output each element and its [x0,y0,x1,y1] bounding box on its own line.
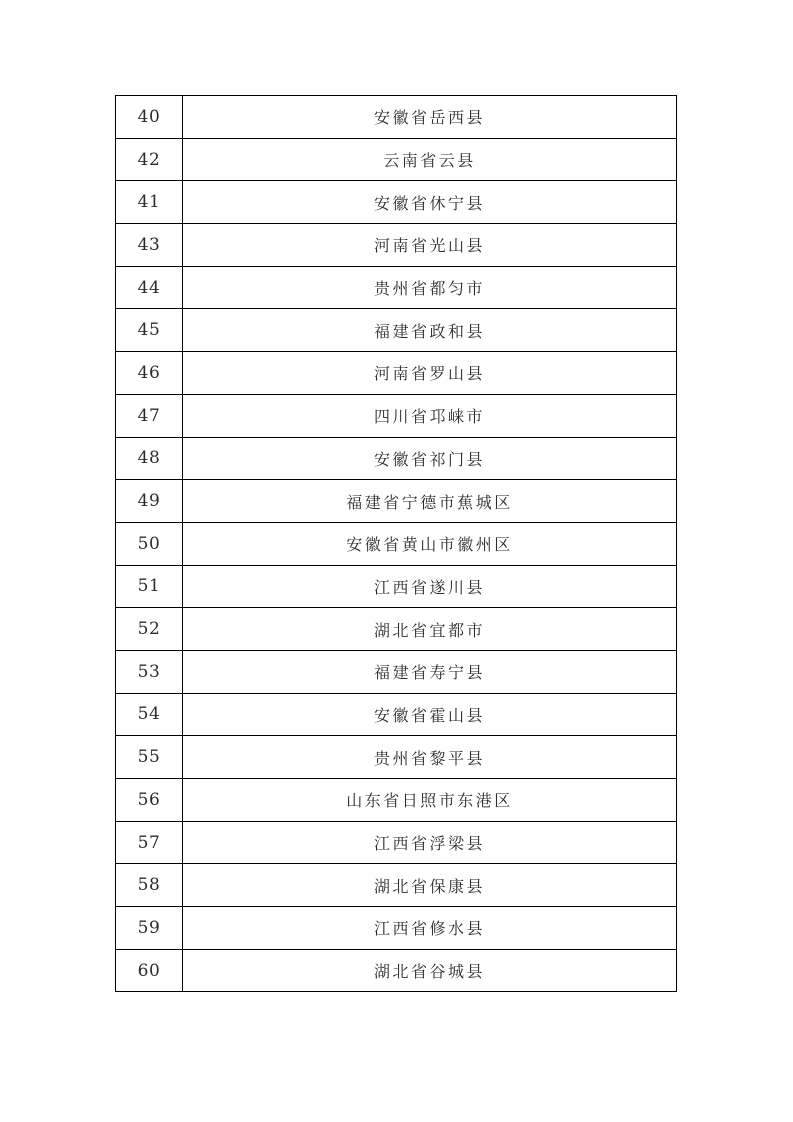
table-row [116,437,677,480]
region-cell: 安徽省休宁县 [183,181,677,224]
rank-cell: 47 [116,394,183,437]
region-cell: 四川省邛崃市 [183,394,677,437]
rank-cell: 49 [116,480,183,523]
rank-cell: 50 [116,522,183,565]
region-cell: 湖北省谷城县 [183,949,677,992]
table-row [116,224,677,267]
region-cell: 河南省罗山县 [183,352,677,395]
region-cell: 福建省寿宁县 [183,650,677,693]
region-cell: 江西省修水县 [183,907,677,950]
table-row [116,565,677,608]
region-ranking-table [115,95,677,992]
table-row [116,821,677,864]
table-row [116,96,677,139]
region-cell: 河南省光山县 [183,224,677,267]
table-row [116,864,677,907]
table-row [116,266,677,309]
rank-cell: 41 [116,181,183,224]
table-row [116,394,677,437]
table-row [116,480,677,523]
rank-cell: 57 [116,821,183,864]
rank-cell: 51 [116,565,183,608]
rank-cell: 58 [116,864,183,907]
region-cell: 江西省遂川县 [183,565,677,608]
region-cell: 山东省日照市东港区 [183,779,677,822]
region-cell: 福建省宁德市蕉城区 [183,480,677,523]
table-row [116,181,677,224]
rank-cell: 60 [116,949,183,992]
rank-cell: 56 [116,779,183,822]
table-row [116,736,677,779]
rank-cell: 48 [116,437,183,480]
table-row [116,309,677,352]
table-row [116,949,677,992]
rank-cell: 42 [116,138,183,181]
rank-cell: 45 [116,309,183,352]
rank-cell: 53 [116,650,183,693]
region-cell: 湖北省保康县 [183,864,677,907]
region-cell: 云南省云县 [183,138,677,181]
region-cell: 安徽省祁门县 [183,437,677,480]
region-cell: 安徽省霍山县 [183,693,677,736]
rank-cell: 54 [116,693,183,736]
region-cell: 湖北省宜都市 [183,608,677,651]
table-row [116,779,677,822]
table-row [116,352,677,395]
region-cell: 安徽省黄山市徽州区 [183,522,677,565]
region-cell: 贵州省都匀市 [183,266,677,309]
table-row [116,522,677,565]
table-row [116,907,677,950]
rank-cell: 44 [116,266,183,309]
table-row [116,693,677,736]
region-cell: 安徽省岳西县 [183,96,677,139]
table-row [116,138,677,181]
rank-cell: 55 [116,736,183,779]
rank-cell: 52 [116,608,183,651]
region-cell: 江西省浮梁县 [183,821,677,864]
region-cell: 贵州省黎平县 [183,736,677,779]
rank-cell: 40 [116,96,183,139]
region-table-body [116,96,677,992]
table-row [116,650,677,693]
rank-cell: 43 [116,224,183,267]
region-cell: 福建省政和县 [183,309,677,352]
rank-cell: 59 [116,907,183,950]
rank-cell: 46 [116,352,183,395]
table-row [116,608,677,651]
